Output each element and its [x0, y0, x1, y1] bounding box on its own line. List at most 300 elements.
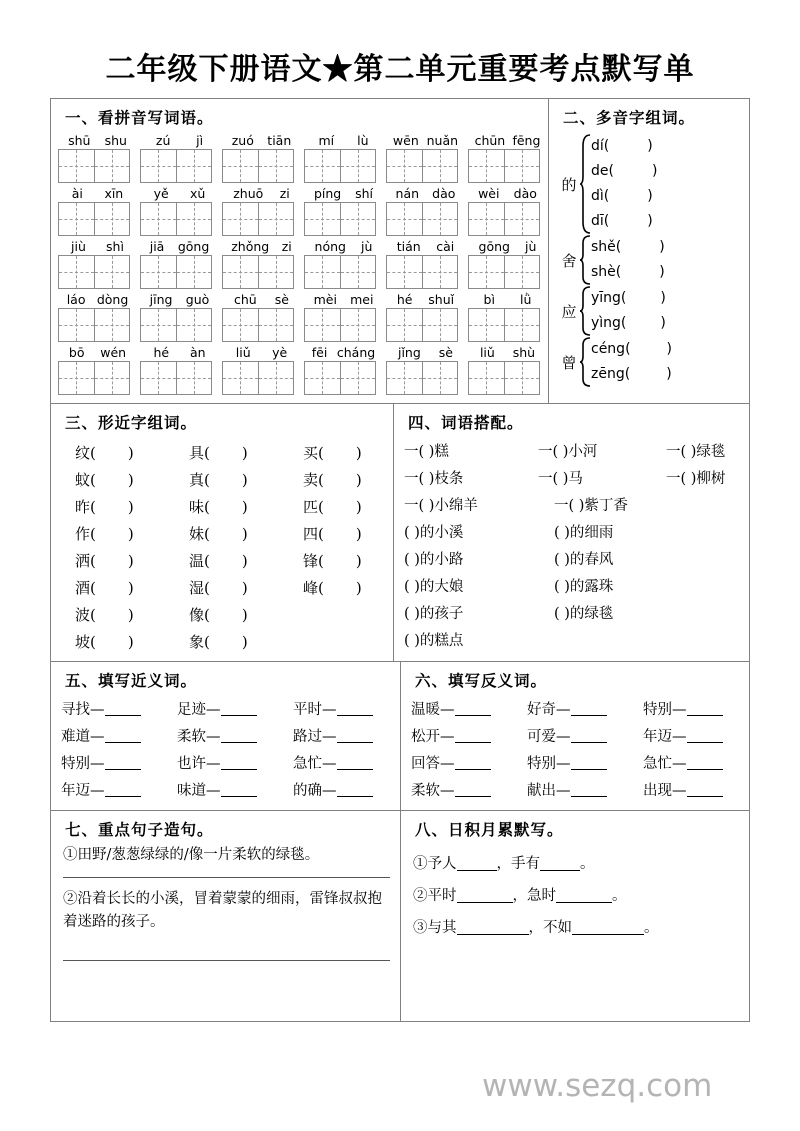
section-5-heading: 五、填写近义词。 [65, 671, 198, 690]
antonym-item[interactable] [411, 725, 517, 746]
answer-blank[interactable] [221, 782, 257, 797]
tianzige[interactable] [222, 308, 294, 342]
tianzige-cell[interactable] [177, 150, 213, 182]
cipei-item[interactable]: 一( )小绵羊 [404, 498, 478, 514]
tianzige[interactable] [222, 255, 294, 289]
close-paren: ) [651, 163, 658, 179]
close-paren: ) [660, 315, 666, 331]
answer-blank[interactable] [457, 920, 529, 935]
duoyinzi-reading[interactable] [591, 209, 657, 234]
xingjinzi-item[interactable] [303, 550, 393, 571]
pinyin-word [468, 185, 547, 236]
synonym-item[interactable] [61, 698, 167, 719]
synonym-item[interactable] [61, 779, 167, 800]
page-title: 二年级下册语文★第二单元重要考点默写单 [105, 52, 695, 87]
synonym-row [51, 695, 400, 722]
pinyin-row [55, 132, 548, 183]
tianzige-cell[interactable] [177, 203, 213, 235]
answer-blank[interactable] [687, 755, 723, 770]
xingjinzi-item[interactable] [75, 550, 165, 571]
tianzige-cell[interactable] [59, 256, 95, 288]
pinyin-word [222, 185, 301, 236]
tianzige-cell[interactable] [387, 150, 423, 182]
pinyin-word [140, 185, 219, 236]
tianzige-cell[interactable] [259, 309, 295, 341]
pinyin-syllable: àn [189, 345, 206, 360]
tianzige-cell[interactable] [469, 309, 505, 341]
section-6 [401, 662, 749, 810]
pinyin-syllable: mí [318, 133, 335, 148]
char-label: 温( [189, 552, 210, 570]
tianzige[interactable] [58, 361, 130, 395]
tianzige-cell[interactable] [305, 203, 341, 235]
antonym-item[interactable] [527, 779, 633, 800]
xingjinzi-item[interactable] [189, 631, 279, 652]
tianzige[interactable] [468, 202, 540, 236]
tianzige[interactable] [140, 361, 212, 395]
cipei-item[interactable]: ( )的露珠 [554, 579, 614, 595]
tianzige-cell[interactable] [341, 203, 377, 235]
close-paren: ) [241, 471, 248, 489]
tianzige-cell[interactable] [223, 203, 259, 235]
tianzige-cell[interactable] [177, 362, 213, 394]
tianzige-cell[interactable] [141, 362, 177, 394]
worksheet-row-1 [51, 99, 749, 404]
answer-blank[interactable] [457, 856, 497, 871]
answer-blank[interactable] [221, 728, 257, 743]
answer-blank[interactable] [572, 920, 644, 935]
pinyin-syllable: jiù [71, 239, 86, 254]
duoyinzi-reading[interactable] [591, 134, 657, 159]
synonym-item[interactable] [177, 725, 283, 746]
answer-blank[interactable] [571, 782, 607, 797]
answer-blank[interactable] [455, 755, 491, 770]
answer-blank[interactable] [455, 701, 491, 716]
antonym-row [401, 695, 749, 722]
answer-blank[interactable] [105, 701, 141, 716]
close-paren: ) [127, 471, 134, 489]
xingjinzi-item[interactable] [303, 469, 393, 490]
answer-blank[interactable] [105, 782, 141, 797]
antonym-item[interactable] [411, 698, 517, 719]
xingjinzi-item[interactable] [189, 496, 279, 517]
pinyin-syllable: cài [436, 239, 455, 254]
tianzige-cell[interactable] [305, 362, 341, 394]
tianzige-cell[interactable] [305, 256, 341, 288]
pinyin-syllable: xǔ [190, 186, 206, 201]
tianzige-cell[interactable] [469, 203, 505, 235]
duoyinzi-reading[interactable] [591, 235, 665, 260]
tianzige-cell[interactable] [387, 203, 423, 235]
close-paren: ) [355, 444, 362, 462]
tianzige[interactable] [468, 361, 540, 395]
antonym-item[interactable] [527, 752, 633, 773]
prompt-text: ③与其 [413, 920, 457, 936]
tianzige[interactable] [304, 149, 376, 183]
xingjinzi-item[interactable] [75, 469, 165, 490]
answer-blank[interactable] [571, 755, 607, 770]
char-label: 四( [303, 525, 324, 543]
pinyin-syllable: ài [71, 186, 83, 201]
xingjinzi-item[interactable] [189, 469, 279, 490]
xingjinzi-item[interactable] [303, 577, 393, 598]
xingjinzi-item[interactable] [75, 577, 165, 598]
pinyin-syllable: zú [155, 133, 171, 148]
tianzige[interactable] [304, 361, 376, 395]
tianzige-cell[interactable] [177, 309, 213, 341]
synonym-item[interactable] [293, 725, 399, 746]
tianzige-cell[interactable] [95, 309, 131, 341]
synonym-item[interactable] [61, 752, 167, 773]
antonym-grid [401, 695, 749, 810]
pinyin-syllable: dào [513, 186, 537, 201]
char-label: 匹( [303, 498, 324, 516]
xingjinzi-item[interactable] [303, 523, 393, 544]
answer-blank[interactable] [221, 701, 257, 716]
tianzige-cell[interactable] [423, 309, 459, 341]
cipei-item[interactable]: ( )的春风 [554, 552, 614, 568]
tianzige[interactable] [140, 202, 212, 236]
tianzige-cell[interactable] [341, 309, 377, 341]
word-label: 足迹— [177, 702, 221, 718]
answer-blank[interactable] [105, 755, 141, 770]
pinyin-word [304, 344, 383, 395]
tianzige[interactable] [58, 308, 130, 342]
pinyin-syllable: lǜ [520, 292, 532, 307]
synonym-item[interactable] [177, 698, 283, 719]
tianzige[interactable] [304, 202, 376, 236]
tianzige-cell[interactable] [59, 309, 95, 341]
reading-label: dí( [591, 138, 610, 154]
duoyinzi-reading[interactable] [591, 311, 666, 336]
pinyin-syllable: fēi [311, 345, 328, 360]
pinyin-syllable: chū [234, 292, 257, 307]
xingjinzi-row [51, 439, 393, 466]
tianzige-cell[interactable] [305, 309, 341, 341]
xingjinzi-item[interactable] [189, 577, 279, 598]
tianzige-cell[interactable] [423, 150, 459, 182]
duoyinzi-reading[interactable] [591, 184, 657, 209]
prompt-text: ①予人 [413, 856, 457, 872]
antonym-item[interactable] [411, 779, 517, 800]
pinyin-syllable: yě [153, 186, 169, 201]
answer-blank[interactable] [687, 701, 723, 716]
tianzige-cell[interactable] [141, 150, 177, 182]
xingjinzi-item[interactable] [189, 604, 279, 625]
antonym-item[interactable] [643, 725, 749, 746]
pinyin-syllable: hé [153, 345, 170, 360]
antonym-item[interactable] [643, 779, 749, 800]
close-paren: ) [241, 498, 248, 516]
tianzige-cell[interactable] [305, 150, 341, 182]
cipei-item[interactable]: 一( )枝条 [404, 471, 464, 487]
antonym-item[interactable] [527, 725, 633, 746]
pinyin-word [468, 344, 547, 395]
cipei-item[interactable]: 一( )绿毯 [666, 444, 726, 460]
word-label: 温暖— [411, 702, 455, 718]
tianzige-cell[interactable] [223, 309, 259, 341]
xingjinzi-item[interactable] [75, 442, 165, 463]
tianzige-cell[interactable] [505, 150, 541, 182]
tianzige[interactable] [140, 149, 212, 183]
pinyin-syllable: shù [512, 345, 536, 360]
reading-label: yìng( [591, 315, 627, 331]
tianzige-cell[interactable] [341, 256, 377, 288]
synonym-item[interactable] [293, 752, 399, 773]
pinyin-word [140, 344, 219, 395]
cipei-item[interactable]: ( )的孩子 [404, 606, 464, 622]
pinyin-syllable: fēng [512, 133, 541, 148]
pinyin-word [140, 291, 219, 342]
pinyin-syllable: guò [185, 292, 210, 307]
tianzige-cell[interactable] [469, 362, 505, 394]
tianzige-cell[interactable] [423, 256, 459, 288]
answer-blank[interactable] [687, 728, 723, 743]
cipei-item[interactable]: ( )的绿毯 [554, 606, 614, 622]
cipei-item[interactable]: ( )的大娘 [404, 579, 464, 595]
tianzige[interactable] [304, 255, 376, 289]
answer-blank[interactable] [105, 728, 141, 743]
reading-label: shè( [591, 264, 622, 280]
cipei-item[interactable]: ( )的糕点 [404, 633, 464, 649]
pinyin-word [58, 238, 137, 289]
prompt-text: 。 [612, 888, 627, 904]
tianzige-cell[interactable] [341, 362, 377, 394]
tianzige-cell[interactable] [259, 256, 295, 288]
cipei-item[interactable]: 一( )糕 [404, 444, 449, 460]
tianzige[interactable] [222, 361, 294, 395]
synonym-row [51, 749, 400, 776]
tianzige-cell[interactable] [223, 150, 259, 182]
duoyinzi-reading[interactable] [591, 260, 665, 285]
tianzige-cell[interactable] [469, 150, 505, 182]
tianzige[interactable] [140, 308, 212, 342]
synonym-item[interactable] [293, 779, 399, 800]
close-paren: ) [127, 633, 134, 651]
memorization-item[interactable] [413, 848, 739, 880]
tianzige[interactable] [386, 202, 458, 236]
pinyin-syllable: bì [483, 292, 495, 307]
tianzige-cell[interactable] [223, 362, 259, 394]
answer-blank[interactable] [337, 728, 373, 743]
word-label: 的确— [293, 783, 337, 799]
tianzige-cell[interactable] [223, 256, 259, 288]
xingjinzi-item[interactable] [189, 550, 279, 571]
answer-blank[interactable] [337, 782, 373, 797]
tianzige-cell[interactable] [387, 256, 423, 288]
xingjinzi-item[interactable] [189, 523, 279, 544]
duoyinzi-char: 舍 [561, 251, 577, 270]
tianzige[interactable] [386, 149, 458, 183]
tianzige-cell[interactable] [95, 203, 131, 235]
answer-blank[interactable] [571, 728, 607, 743]
answer-blank[interactable] [337, 755, 373, 770]
tianzige[interactable] [386, 308, 458, 342]
xingjinzi-item[interactable] [303, 496, 393, 517]
word-label: 急忙— [293, 756, 337, 772]
word-label: 寻找— [61, 702, 105, 718]
cipei-item[interactable]: 一( )紫丁香 [554, 498, 628, 514]
tianzige-cell[interactable] [505, 256, 541, 288]
close-paren: ) [241, 579, 248, 597]
duoyinzi-reading[interactable] [591, 362, 672, 387]
prompt-text: ，急时 [512, 888, 556, 904]
memorization-item[interactable] [413, 880, 739, 912]
xingjinzi-item[interactable] [75, 523, 165, 544]
reading-label: yīng( [591, 290, 627, 306]
xingjinzi-item[interactable] [75, 496, 165, 517]
tianzige[interactable] [468, 308, 540, 342]
tianzige-cell[interactable] [423, 203, 459, 235]
antonym-item[interactable] [643, 698, 749, 719]
answer-blank[interactable] [221, 755, 257, 770]
duoyinzi-reading[interactable] [591, 159, 657, 184]
duoyinzi-group [559, 337, 749, 387]
tianzige-cell[interactable] [95, 256, 131, 288]
answer-blank[interactable] [455, 782, 491, 797]
answer-blank[interactable] [687, 782, 723, 797]
tianzige-cell[interactable] [259, 150, 295, 182]
answer-blank[interactable] [556, 888, 612, 903]
answer-blank[interactable] [540, 856, 580, 871]
pinyin-syllable: gōng [478, 239, 510, 254]
synonym-item[interactable] [293, 698, 399, 719]
answer-line[interactable] [63, 877, 390, 878]
tianzige-cell[interactable] [141, 203, 177, 235]
xingjinzi-row [51, 493, 393, 520]
char-label: 蚊( [75, 471, 96, 489]
tianzige-cell[interactable] [95, 150, 131, 182]
antonym-item[interactable] [411, 752, 517, 773]
cipei-row [394, 626, 749, 653]
answer-line[interactable] [63, 960, 390, 961]
antonym-item[interactable] [643, 752, 749, 773]
word-label: 也许— [177, 756, 221, 772]
tianzige-cell[interactable] [141, 309, 177, 341]
tianzige-cell[interactable] [505, 362, 541, 394]
cipei-grid [394, 437, 749, 657]
tianzige-cell[interactable] [505, 203, 541, 235]
tianzige-cell[interactable] [59, 203, 95, 235]
tianzige[interactable] [386, 255, 458, 289]
section-1-heading: 一、看拼音写词语。 [65, 108, 214, 127]
close-paren: ) [355, 471, 362, 489]
duoyinzi-list [549, 132, 749, 394]
section-7 [51, 811, 401, 1021]
tianzige[interactable] [58, 202, 130, 236]
char-label: 象( [189, 633, 210, 651]
cipei-row [394, 545, 749, 572]
cipei-item[interactable]: ( )的细雨 [554, 525, 614, 541]
cipei-item[interactable]: ( )的小路 [404, 552, 464, 568]
pinyin-word [58, 185, 137, 236]
cipei-item[interactable]: 一( )马 [538, 471, 583, 487]
synonym-item[interactable] [177, 779, 283, 800]
pinyin-syllable: chūn [474, 133, 506, 148]
pinyin-word [58, 132, 137, 183]
watermark: www.sezq.com [482, 1068, 713, 1104]
tianzige-cell[interactable] [141, 256, 177, 288]
memorization-item[interactable] [413, 912, 739, 944]
tianzige-cell[interactable] [259, 362, 295, 394]
char-label: 湿( [189, 579, 210, 597]
tianzige[interactable] [58, 149, 130, 183]
duoyinzi-readings [591, 286, 666, 336]
close-paren: ) [127, 444, 134, 462]
reading-label: céng( [591, 341, 631, 357]
pinyin-syllable: zhuō [233, 186, 264, 201]
section-3-heading: 三、形近字组词。 [65, 413, 198, 432]
prompt-text: ，手有 [496, 856, 540, 872]
pinyin-row [55, 344, 548, 395]
xingjinzi-item[interactable] [75, 604, 165, 625]
pinyin-word [140, 132, 219, 183]
tianzige-cell[interactable] [59, 362, 95, 394]
pinyin-syllable: shuǐ [428, 292, 455, 307]
close-paren: ) [127, 552, 134, 570]
tianzige-cell[interactable] [469, 256, 505, 288]
duoyinzi-readings [591, 235, 665, 285]
tianzige[interactable] [468, 255, 540, 289]
cipei-item[interactable]: 一( )柳树 [666, 471, 726, 487]
tianzige[interactable] [140, 255, 212, 289]
tianzige-cell[interactable] [387, 309, 423, 341]
tianzige[interactable] [222, 202, 294, 236]
word-label: 好奇— [527, 702, 571, 718]
antonym-item[interactable] [527, 698, 633, 719]
xingjinzi-item[interactable] [303, 442, 393, 463]
cipei-item[interactable]: ( )的小溪 [404, 525, 464, 541]
tianzige-cell[interactable] [505, 309, 541, 341]
tianzige-cell[interactable] [259, 203, 295, 235]
cipei-item[interactable]: 一( )小河 [538, 444, 598, 460]
duoyinzi-reading[interactable] [591, 286, 666, 311]
synonym-item[interactable] [61, 725, 167, 746]
synonym-item[interactable] [177, 752, 283, 773]
word-label: 特别— [643, 702, 687, 718]
word-label: 松开— [411, 729, 455, 745]
tianzige[interactable] [386, 361, 458, 395]
close-paren: ) [355, 525, 362, 543]
pinyin-word [304, 238, 383, 289]
worksheet-table [50, 98, 750, 1022]
answer-blank[interactable] [455, 728, 491, 743]
antonym-row [401, 722, 749, 749]
char-label: 波( [75, 606, 96, 624]
tianzige[interactable] [304, 308, 376, 342]
char-label: 妹( [189, 525, 210, 543]
pinyin-word [468, 291, 547, 342]
tianzige[interactable] [468, 149, 540, 183]
tianzige-cell[interactable] [341, 150, 377, 182]
duoyinzi-reading[interactable] [591, 337, 672, 362]
answer-blank[interactable] [337, 701, 373, 716]
tianzige-cell[interactable] [59, 150, 95, 182]
reading-label: shě( [591, 239, 622, 255]
answer-blank[interactable] [457, 888, 513, 903]
tianzige-cell[interactable] [387, 362, 423, 394]
section-5 [51, 662, 401, 810]
xingjinzi-item[interactable] [75, 631, 165, 652]
tianzige[interactable] [222, 149, 294, 183]
tianzige[interactable] [58, 255, 130, 289]
answer-blank[interactable] [571, 701, 607, 716]
cipei-row [394, 491, 749, 518]
xingjinzi-item[interactable] [189, 442, 279, 463]
tianzige-cell[interactable] [95, 362, 131, 394]
tianzige-cell[interactable] [177, 256, 213, 288]
tianzige-cell[interactable] [423, 362, 459, 394]
